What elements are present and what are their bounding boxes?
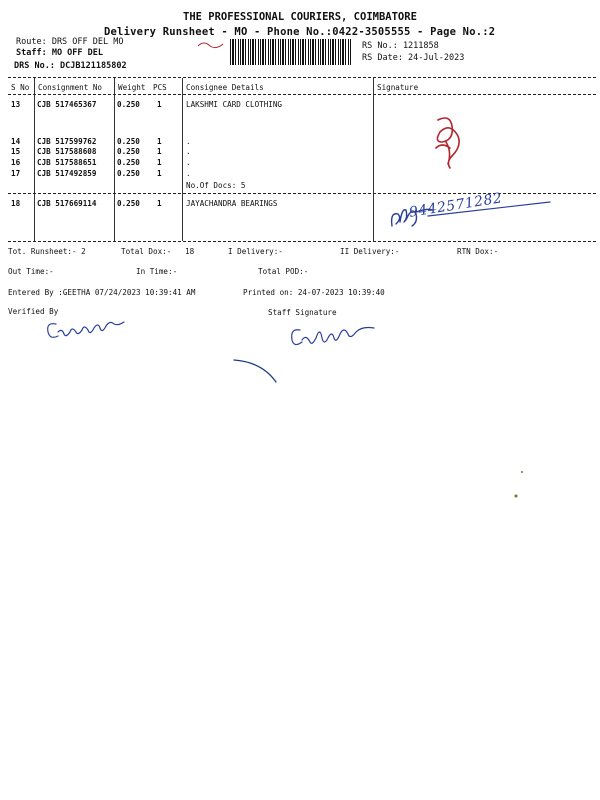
table-header-rule (8, 94, 596, 95)
barcode (230, 39, 352, 65)
stray-pen-stroke (232, 356, 282, 386)
staff-label: Staff: MO OFF DEL (16, 48, 103, 58)
staff-signature-label: Staff Signature (268, 308, 337, 317)
i-delivery: I Delivery:- (228, 247, 283, 256)
row-pcs: 1 (157, 147, 162, 156)
row-pcs: 1 (157, 137, 162, 146)
col-header-pcs: PCS (153, 83, 167, 92)
row-weight: 0.250 (117, 199, 140, 208)
runsheet-subtitle: Delivery Runsheet - MO - Phone No.:0422-3505555 - Page No.:2 (104, 26, 496, 38)
no-of-docs: No.Of Docs: 5 (186, 181, 246, 190)
company-title: THE PROFESSIONAL COURIERS, COIMBATORE (183, 11, 417, 23)
row-weight: 0.250 (117, 158, 140, 167)
group-separator (8, 193, 596, 194)
handwritten-phone-number: 9442571282 (408, 190, 504, 221)
row-consignee: JAYACHANDRA BEARINGS (186, 199, 278, 208)
row-pcs: 1 (157, 158, 162, 167)
row-sno: 16 (11, 158, 21, 167)
verified-by-signature (44, 314, 128, 344)
staff-signature-mark (288, 320, 378, 352)
row-sno: 15 (11, 147, 21, 156)
col-divider (373, 78, 374, 241)
row-weight: 0.250 (117, 169, 140, 178)
row-consignment: CJB 517465367 (37, 100, 97, 109)
red-signature (428, 112, 468, 174)
table-bottom-rule (8, 241, 596, 242)
row-consignee: . (186, 158, 191, 167)
rs-number: RS No.: 1211858 (362, 41, 439, 51)
ink-mark (196, 38, 226, 52)
ii-delivery: II Delivery:- (340, 247, 400, 256)
tot-runsheet: Tot. Runsheet:- 2 (8, 247, 86, 256)
row-consignee: . (186, 169, 191, 178)
col-header-consignee: Consignee Details (186, 83, 264, 92)
col-divider (114, 78, 115, 241)
row-consignment: CJB 517588608 (37, 147, 97, 156)
row-sno: 17 (11, 169, 21, 178)
col-header-weight: Weight (118, 83, 146, 92)
in-time: In Time:- (136, 267, 178, 276)
out-time: Out Time:- (8, 267, 54, 276)
printed-on: Printed on: 24-07-2023 10:39:40 (243, 288, 385, 297)
row-consignment: CJB 517599762 (37, 137, 97, 146)
paper-specks (508, 468, 528, 504)
total-dox: Total Dox:- 18 (121, 247, 195, 256)
row-consignee: LAKSHMI CARD CLOTHING (186, 100, 283, 109)
table-top-rule (8, 77, 596, 78)
drs-number: DRS No.: DCJB121185802 (14, 61, 127, 71)
row-pcs: 1 (157, 169, 162, 178)
route-label: Route: DRS OFF DEL MO (16, 37, 124, 47)
total-pod: Total POD:- (258, 267, 309, 276)
col-header-signature: Signature (377, 83, 419, 92)
row-sno: 14 (11, 137, 21, 146)
row-weight: 0.250 (117, 147, 140, 156)
col-header-sno: S No (11, 83, 30, 92)
row-pcs: 1 (157, 100, 162, 109)
row-consignee: . (186, 137, 191, 146)
col-divider (182, 78, 183, 241)
row-weight: 0.250 (117, 100, 140, 109)
row-consignment: CJB 517669114 (37, 199, 97, 208)
row-consignment: CJB 517492859 (37, 169, 97, 178)
row-weight: 0.250 (117, 137, 140, 146)
row-sno: 18 (11, 199, 21, 208)
rtn-dox: RTN Dox:- (457, 247, 499, 256)
entered-by: Entered By :GEETHA 07/24/2023 10:39:41 AM (8, 288, 196, 297)
row-sno: 13 (11, 100, 21, 109)
rs-date: RS Date: 24-Jul-2023 (362, 53, 465, 63)
verified-by-label: Verified By (8, 307, 59, 316)
col-header-consignment: Consignment No (38, 83, 103, 92)
row-consignment: CJB 517588651 (37, 158, 97, 167)
row-pcs: 1 (157, 199, 162, 208)
col-divider (34, 78, 35, 241)
row-consignee: . (186, 147, 191, 156)
